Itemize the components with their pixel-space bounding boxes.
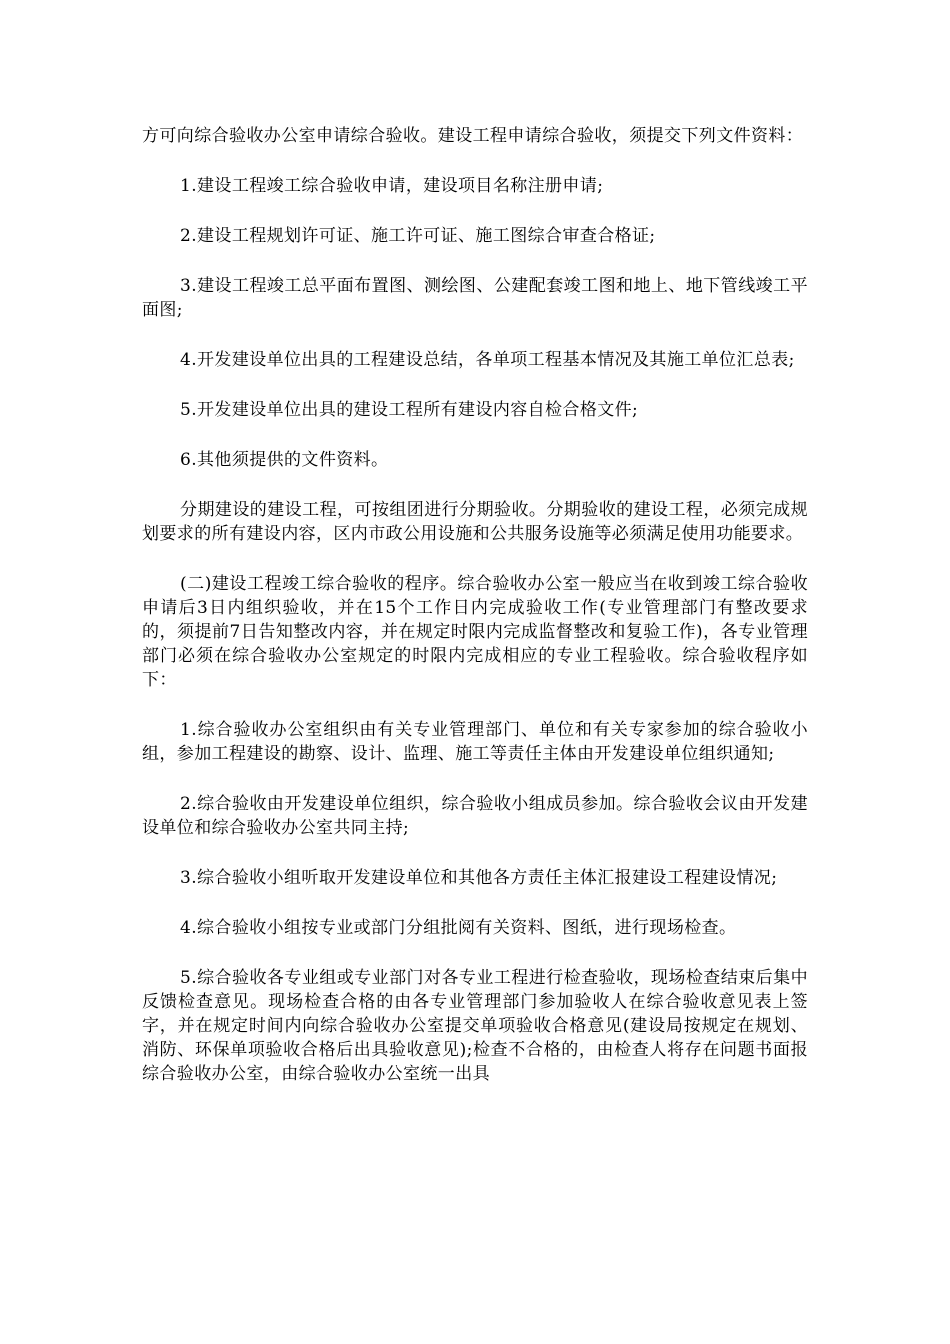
procedure-step-5: 5.综合验收各专业组或专业部门对各专业工程进行检查验收，现场检查结束后集中反馈检查意见。现场检查合格的由各专业管理部门参加验收人在综合验收意见表上签字，并在规定时间内向综合验收办公室提交单项验收合格意见(建设局按规定在规划、消防、环保单项验收合格后出具验收意见);检查不合格的，由检查人将存在问题书面报综合验收办公室，由综合验收办公室统一出具 xyxy=(142,968,808,1084)
document-body xyxy=(142,124,808,1112)
list-item-6: 6.其他须提供的文件资料。 xyxy=(180,450,389,470)
list-item-4: 4.开发建设单位出具的工程建设总结，各单项工程基本情况及其施工单位汇总表; xyxy=(180,350,795,370)
section-heading-procedure: (二)建设工程竣工综合验收的程序。综合验收办公室一般应当在收到竣工综合验收申请后3日内组织验收，并在15个工作日内完成验收工作(专业管理部门有整改要求的，须提前7日告知整改内容，并在规定时限内完成监督整改和复验工作)，各专业管理部门必须在综合验收办公室规定的时限内完成相应的专业工程验收。综合验收程序如下： xyxy=(142,574,808,690)
procedure-step-3: 3.综合验收小组听取开发建设单位和其他各方责任主体汇报建设工程建设情况; xyxy=(180,868,778,888)
list-item-1: 1.建设工程竣工综合验收申请，建设项目名称注册申请; xyxy=(180,176,604,196)
list-item-5: 5.开发建设单位出具的建设工程所有建设内容自检合格文件; xyxy=(180,400,639,420)
paragraph-phased-acceptance: 分期建设的建设工程，可按组团进行分期验收。分期验收的建设工程，必须完成规划要求的所有建设内容，区内市政公用设施和公共服务设施等必须满足使用功能要求。 xyxy=(142,500,808,544)
procedure-step-4: 4.综合验收小组按专业或部门分组批阅有关资料、图纸，进行现场检查。 xyxy=(180,918,737,938)
paragraph-continuation: 方可向综合验收办公室申请综合验收。建设工程申请综合验收，须提交下列文件资料： xyxy=(142,126,804,146)
procedure-step-2: 2.综合验收由开发建设单位组织，综合验收小组成员参加。综合验收会议由开发建设单位和综合验收办公室共同主持; xyxy=(142,794,808,838)
list-item-3: 3.建设工程竣工总平面布置图、测绘图、公建配套竣工图和地上、地下管线竣工平面图; xyxy=(142,276,808,320)
procedure-step-1: 1.综合验收办公室组织由有关专业管理部门、单位和有关专家参加的综合验收小组，参加工程建设的勘察、设计、监理、施工等责任主体由开发建设单位组织通知; xyxy=(142,720,808,764)
list-item-2: 2.建设工程规划许可证、施工许可证、施工图综合审查合格证; xyxy=(180,226,656,246)
